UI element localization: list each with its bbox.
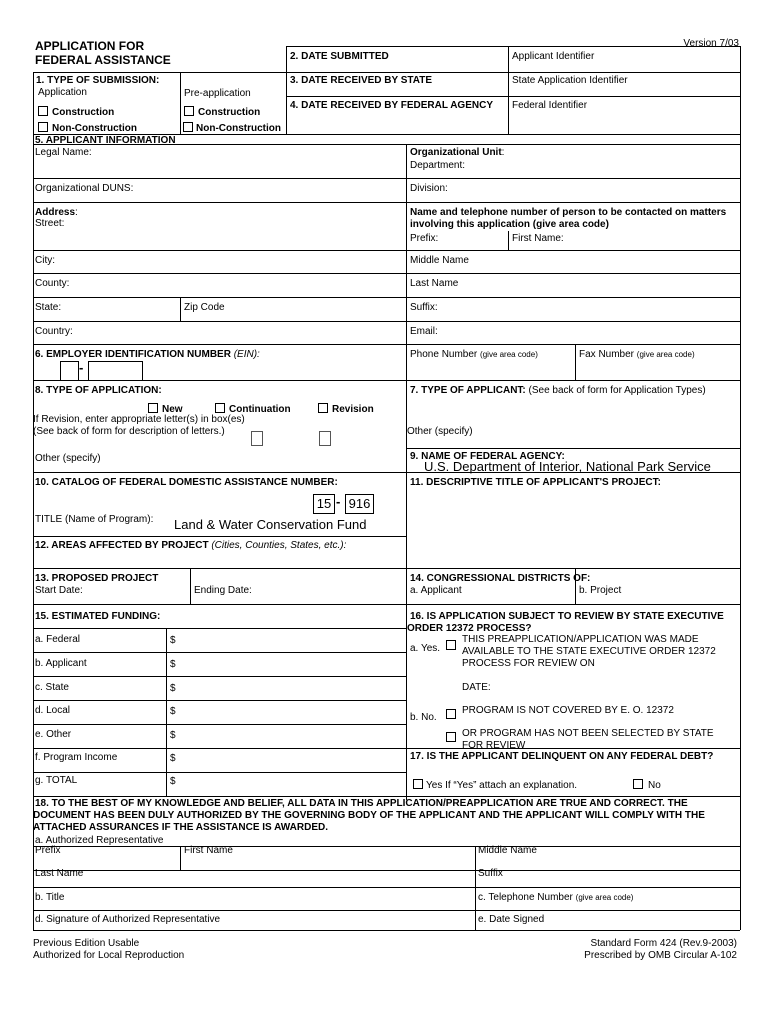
funding-row-label: f. Program Income <box>35 752 118 763</box>
delinquent-no-label: No <box>648 780 661 791</box>
program-title-value[interactable]: Land & Water Conservation Fund <box>174 517 367 532</box>
application-nonconstruction-label: Non-Construction <box>52 123 137 134</box>
contact-heading-line2: involving this application (give area code) <box>410 219 609 230</box>
federal-agency-value[interactable]: U.S. Department of Interior, National Park Service <box>424 459 711 474</box>
address-label: Address: <box>35 207 78 218</box>
delinquent-no-checkbox[interactable] <box>633 779 643 789</box>
rep-suffix-label: Suffix <box>478 868 503 879</box>
continuation-label: Continuation <box>229 404 291 415</box>
application-nonconstruction-checkbox[interactable] <box>38 122 48 132</box>
review-heading-line1: 16. IS APPLICATION SUBJECT TO REVIEW BY STATE EXECUTIVE <box>410 611 724 622</box>
applicant-identifier-label: Applicant Identifier <box>512 51 595 62</box>
new-label: New <box>162 404 183 415</box>
review-heading-line2: ORDER 12372 PROCESS? <box>407 623 532 634</box>
rep-middle-name-label: Middle Name <box>478 845 537 856</box>
date-submitted-label: 2. DATE SUBMITTED <box>290 51 389 62</box>
footer-previous-edition: Previous Edition Usable <box>33 938 140 949</box>
duns-label: Organizational DUNS: <box>35 183 134 194</box>
revision-note-line2: (See back of form for description of letters.) <box>33 426 225 437</box>
contact-middle-name-label: Middle Name <box>410 255 469 266</box>
rep-prefix-label: Prefix <box>35 845 61 856</box>
delinquent-yes-checkbox[interactable] <box>413 779 423 789</box>
funding-row-label: a. Federal <box>35 634 81 645</box>
review-no-text-line2: OR PROGRAM HAS NOT BEEN SELECTED BY STATE <box>462 728 714 739</box>
review-yes-checkbox[interactable] <box>446 640 456 650</box>
ending-date-label: Ending Date: <box>194 585 252 596</box>
start-date-label: Start Date: <box>35 585 83 596</box>
version-label: Version 7/03 <box>683 38 739 49</box>
funding-row-label: c. State <box>35 682 69 693</box>
application-construction-label: Construction <box>52 107 115 118</box>
funding-row-currency: $ <box>170 776 176 787</box>
submission-heading: 1. TYPE OF SUBMISSION: <box>36 75 160 86</box>
footer-local-reproduction: Authorized for Local Reproduction <box>33 950 185 961</box>
districts-applicant-label: a. Applicant <box>410 585 462 596</box>
county-label: County: <box>35 278 70 289</box>
rep-signature-label: d. Signature of Authorized Representative <box>35 914 221 925</box>
authorized-rep-label: a. Authorized Representative <box>35 835 164 846</box>
phone-number-label: Phone Number (give area code) <box>410 349 538 360</box>
areas-affected-heading: 12. AREAS AFFECTED BY PROJECT (Cities, Counties, States, etc.): <box>35 540 347 551</box>
funding-row-currency: $ <box>170 706 176 717</box>
fax-number-label: Fax Number (give area code) <box>579 349 695 360</box>
federal-identifier-label: Federal Identifier <box>512 100 588 111</box>
review-not-covered-checkbox[interactable] <box>446 709 456 719</box>
new-checkbox[interactable] <box>148 403 158 413</box>
ein-box-2[interactable] <box>88 361 143 381</box>
contact-prefix-label: Prefix: <box>410 233 439 244</box>
delinquent-heading: 17. IS THE APPLICANT DELINQUENT ON ANY FEDERAL DEBT? <box>410 751 714 762</box>
proposed-project-heading: 13. PROPOSED PROJECT <box>35 573 159 584</box>
contact-first-name-label: First Name: <box>512 233 564 244</box>
districts-heading: 14. CONGRESSIONAL DISTRICTS OF: <box>410 573 591 584</box>
application-type-other-label: Other (specify) <box>35 453 101 464</box>
org-unit-label: Organizational Unit: <box>410 147 505 158</box>
certification-line3: ATTACHED ASSURANCES IF THE ASSISTANCE IS AWARDED. <box>33 822 329 833</box>
contact-email-label: Email: <box>410 326 438 337</box>
preapplication-construction-checkbox[interactable] <box>184 106 194 116</box>
revision-label: Revision <box>332 404 374 415</box>
zip-code-label: Zip Code <box>184 302 225 313</box>
state-label: State: <box>35 302 62 313</box>
review-date-label: DATE: <box>462 682 491 693</box>
submission-preapplication-label: Pre-application <box>184 88 251 99</box>
cfda-part1-box[interactable]: 15 <box>313 494 335 514</box>
applicant-info-heading: 5. APPLICANT INFORMATION <box>35 135 176 146</box>
contact-last-name-label: Last Name <box>410 278 459 289</box>
rep-title-label: b. Title <box>35 892 65 903</box>
revision-letter-box-2[interactable] <box>319 431 331 446</box>
department-label: Department: <box>410 160 466 171</box>
review-yes-label: a. Yes. <box>410 643 441 654</box>
review-no-label: b. No. <box>410 712 437 723</box>
federal-agency-heading: 9. NAME OF FEDERAL AGENCY: <box>410 451 565 462</box>
funding-row-label: e. Other <box>35 729 72 740</box>
ein-box-1[interactable] <box>60 361 79 381</box>
project-title-heading: 11. DESCRIPTIVE TITLE OF APPLICANT'S PROJECT: <box>410 477 661 488</box>
country-label: Country: <box>35 326 73 337</box>
revision-letter-box-1[interactable] <box>251 431 263 446</box>
cfda-heading: 10. CATALOG OF FEDERAL DOMESTIC ASSISTANCE NUMBER: <box>35 477 338 488</box>
rep-telephone-label: c. Telephone Number (give area code) <box>478 892 634 903</box>
preapplication-nonconstruction-checkbox[interactable] <box>183 122 193 132</box>
review-no-text-line3: FOR REVIEW <box>462 740 526 751</box>
cfda-part2-box[interactable]: 916 <box>345 494 374 514</box>
funding-row-label: b. Applicant <box>35 658 87 669</box>
date-received-state-label: 3. DATE RECEIVED BY STATE <box>290 75 433 86</box>
certification-line1: 18. TO THE BEST OF MY KNOWLEDGE AND BELIEF, ALL DATA IN THIS APPLICATION/PREAPPLICATION ARE TRUE AND CORRECT. THE <box>35 798 688 809</box>
state-application-identifier-label: State Application Identifier <box>512 75 628 86</box>
ein-dash: - <box>79 360 84 375</box>
submission-application-label: Application <box>38 87 87 98</box>
funding-row-currency: $ <box>170 635 176 646</box>
application-construction-checkbox[interactable] <box>38 106 48 116</box>
certification-line2: DOCUMENT HAS BEEN DULY AUTHORIZED BY THE GOVERNING BODY OF THE APPLICANT AND THE APPLICANT WILL COMPLY WITH THE <box>33 810 705 821</box>
applicant-type-other-label: Other (specify) <box>407 426 473 437</box>
city-label: City: <box>35 255 55 266</box>
review-not-selected-checkbox[interactable] <box>446 732 456 742</box>
preapplication-construction-label: Construction <box>198 107 261 118</box>
review-yes-text-line3: PROCESS FOR REVIEW ON <box>462 658 595 669</box>
funding-row-label: d. Local <box>35 705 71 716</box>
review-yes-text-line1: THIS PREAPPLICATION/APPLICATION WAS MADE <box>462 634 699 645</box>
review-yes-text-line2: AVAILABLE TO THE STATE EXECUTIVE ORDER 12372 <box>462 646 716 657</box>
preapplication-nonconstruction-label: Non-Construction <box>196 123 281 134</box>
form-title-line1: APPLICATION FOR <box>35 39 145 53</box>
rep-date-signed-label: e. Date Signed <box>478 914 545 925</box>
contact-suffix-label: Suffix: <box>410 302 438 313</box>
funding-row-label: g. TOTAL <box>35 775 78 786</box>
date-received-federal-label: 4. DATE RECEIVED BY FEDERAL AGENCY <box>290 100 493 111</box>
form-title-line2: FEDERAL ASSISTANCE <box>35 53 171 67</box>
street-label: Street: <box>35 218 65 229</box>
rep-first-name-label: First Name <box>184 845 233 856</box>
footer-standard-form: Standard Form 424 (Rev.9-2003) <box>590 938 737 949</box>
funding-heading: 15. ESTIMATED FUNDING: <box>35 611 161 622</box>
revision-checkbox[interactable] <box>318 403 328 413</box>
program-title-label: TITLE (Name of Program): <box>35 514 154 525</box>
revision-note-line1: If Revision, enter appropriate letter(s) in box(es) <box>33 414 245 425</box>
funding-row-currency: $ <box>170 659 176 670</box>
cfda-dash: - <box>336 494 341 509</box>
districts-project-label: b. Project <box>579 585 622 596</box>
continuation-checkbox[interactable] <box>215 403 225 413</box>
delinquent-yes-label: Yes If “Yes” attach an explanation. <box>426 780 578 791</box>
footer-omb-circular: Prescribed by OMB Circular A-102 <box>584 950 737 961</box>
ein-heading: 6. EMPLOYER IDENTIFICATION NUMBER (EIN): <box>35 349 260 360</box>
division-label: Division: <box>410 183 448 194</box>
legal-name-label: Legal Name: <box>35 147 92 158</box>
application-type-heading: 8. TYPE OF APPLICATION: <box>35 385 162 396</box>
review-no-text-line1: PROGRAM IS NOT COVERED BY E. O. 12372 <box>462 705 674 716</box>
rep-last-name-label: Last Name <box>35 868 84 879</box>
applicant-type-heading: 7. TYPE OF APPLICANT: (See back of form for Application Types) <box>410 385 706 396</box>
funding-row-currency: $ <box>170 730 176 741</box>
contact-heading-line1: Name and telephone number of person to be contacted on matters <box>410 207 727 218</box>
funding-row-currency: $ <box>170 683 176 694</box>
funding-row-currency: $ <box>170 753 176 764</box>
